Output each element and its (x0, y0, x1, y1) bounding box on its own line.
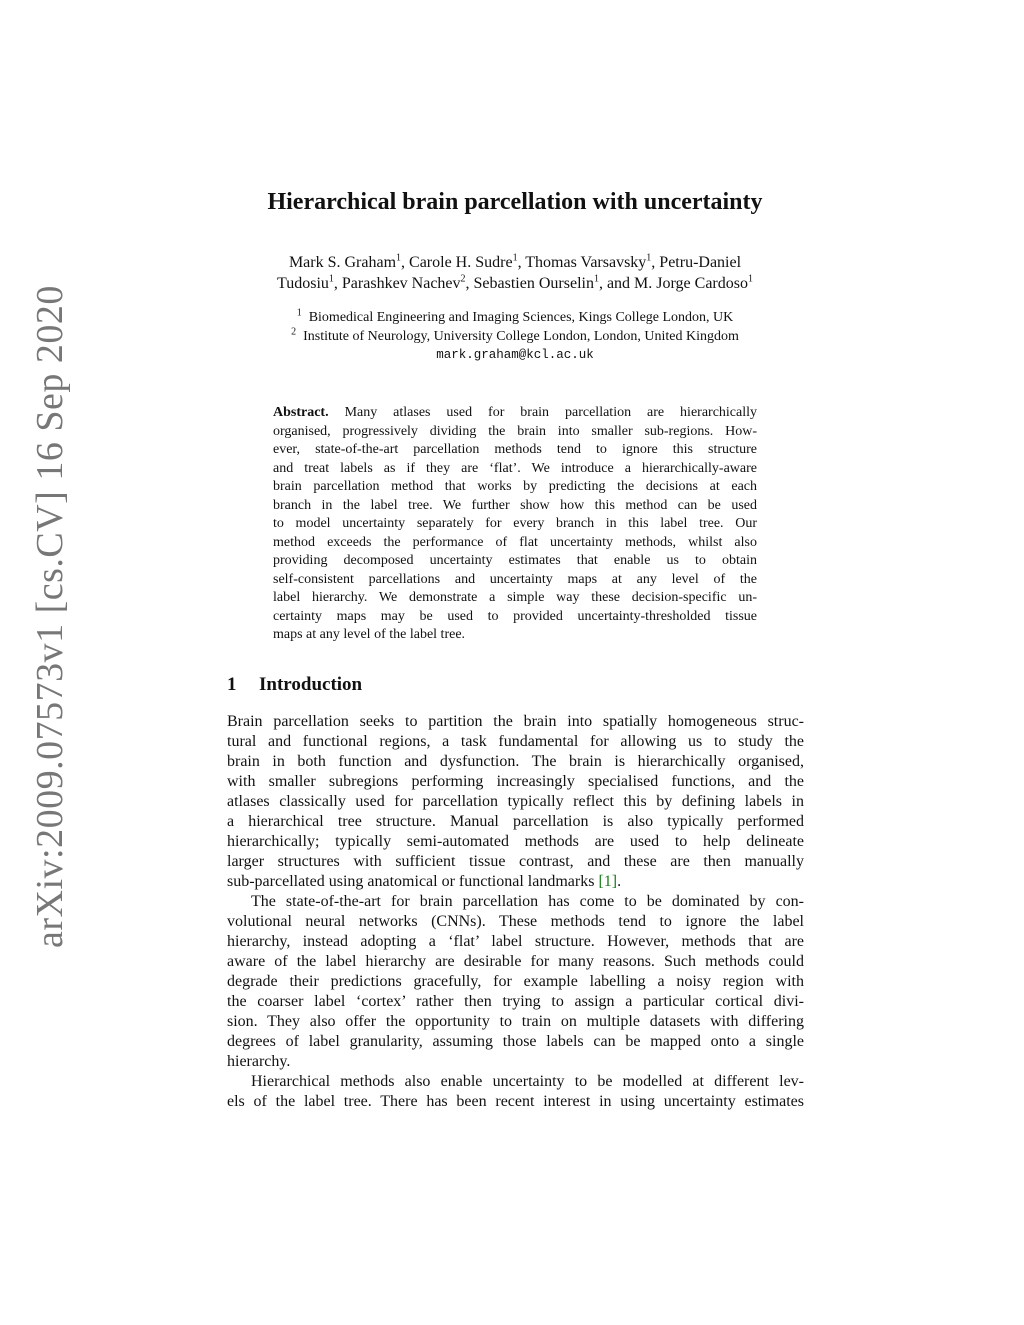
intro-paragraph-1 (227, 712, 804, 892)
affiliation-marker: 1 (296, 307, 302, 319)
abstract-line: organised, progressively dividing the brain into smaller sub-regions. How- (273, 423, 757, 439)
author-name: Tudosiu (277, 275, 329, 292)
affiliation-marker: 2 (460, 273, 466, 285)
paragraph-line: Hierarchical methods also enable uncertainty to be modelled at different lev- (251, 1073, 804, 1090)
abstract (273, 404, 757, 645)
paragraph-line: aware of the label hierarchy are desirable for many reasons. Such methods could (227, 953, 804, 970)
paragraph-line: els of the label tree. There has been recent interest in using uncertainty estimates (227, 1093, 804, 1110)
citation-link[interactable]: [1] (598, 873, 618, 890)
affiliation-2 (200, 327, 830, 346)
affiliation-marker: 1 (593, 273, 599, 285)
paragraph-line: degrees of label granularity, assuming those labels can be mapped onto a single (227, 1033, 804, 1050)
author-email: mark.graham@kcl.ac.uk (436, 348, 594, 362)
paragraph-line: Brain parcellation seeks to partition the brain into spatially homogeneous struc- (227, 713, 804, 730)
author-name: Mark S. Graham (288, 254, 397, 271)
paragraph-line: sion. They also offer the opportunity to train on multiple datasets with differing (227, 1013, 804, 1030)
abstract-line: providing decomposed uncertainty estimates that enable us to obtain (273, 553, 757, 568)
author-name: , Parashkev Nachev (333, 275, 461, 292)
affiliation-marker: 1 (396, 252, 402, 264)
abstract-line: certainty maps may be used to provided uncertainty-thresholded tissue (273, 608, 757, 624)
affiliation-marker: 1 (747, 273, 753, 285)
abstract-line: brain parcellation method that works by predicting the decisions at each (273, 479, 757, 494)
paragraph-line: hierarchy. (227, 1053, 291, 1070)
arxiv-identifier-stamp: arXiv:2009.07573v1 [cs.CV] 16 Sep 2020 (29, 285, 71, 948)
author-name: , Thomas Varsavsky (517, 254, 647, 271)
intro-paragraph-2 (227, 892, 804, 1072)
abstract-line: method exceeds the performance of flat uncertainty methods, whilst also (273, 534, 757, 550)
abstract-line: to model uncertainty separately for every branch in this label tree. Our (273, 516, 757, 531)
paragraph-line: brain in both function and dysfunction. The brain is hierarchically organised, (227, 753, 804, 770)
section-number: 1 (227, 674, 237, 695)
abstract-line (273, 404, 757, 423)
paragraph-line: hierarchically; typically semi-automated methods are used to help delineate (227, 833, 804, 850)
affiliation-text: Institute of Neurology, University College London, London, United Kingdom (303, 329, 739, 344)
paragraph-line (227, 872, 804, 892)
affiliations (200, 308, 830, 365)
affiliation-text: Biomedical Engineering and Imaging Sciences, Kings College London, UK (308, 310, 734, 325)
abstract-label: Abstract. (273, 405, 329, 420)
paragraph-text: . (617, 873, 622, 890)
author-line-1 (200, 252, 830, 273)
author-name: , Petru-Daniel (651, 254, 742, 271)
paragraph-line: the coarser label ‘cortex’ rather then trying to assign a particular cortical divi- (227, 993, 804, 1010)
abstract-line: and treat labels as if they are ‘flat’. We introduce a hierarchically-aware (273, 460, 757, 476)
author-name: , Sebastien Ourselin (465, 275, 594, 292)
affiliation-marker: 1 (646, 252, 652, 264)
author-name: , and M. Jorge Cardoso (598, 275, 748, 292)
affiliation-marker: 2 (291, 326, 297, 338)
paper-title: Hierarchical brain parcellation with uncertainty (267, 189, 763, 215)
paragraph-line: atlases classically used for parcellation typically reflect this by defining labels in (227, 793, 804, 810)
intro-paragraph-3 (227, 1072, 804, 1112)
abstract-text: Many atlases used for brain parcellation are hierarchically (344, 405, 758, 420)
section-title: Introduction (259, 674, 363, 695)
paragraph-line: degrade their predictions gracefully, for example labelling a noisy region with (227, 973, 804, 990)
affiliation-marker: 1 (512, 252, 518, 264)
paragraph-line: a hierarchical tree structure. Manual parcellation is also typically performed (227, 813, 804, 830)
abstract-line: branch in the label tree. We further show how this method can be used (273, 497, 757, 513)
abstract-line: ever, state-of-the-art parcellation methods tend to ignore this structure (273, 442, 757, 457)
author-list (200, 252, 830, 294)
paragraph-line: larger structures with sufficient tissue contrast, and these are then manually (227, 853, 804, 870)
paragraph-line: with smaller subregions performing increasingly specialised functions, and the (227, 773, 804, 790)
affiliation-1 (200, 308, 830, 327)
paragraph-line: The state-of-the-art for brain parcellation has come to be dominated by con- (251, 893, 804, 910)
paragraph-text: sub-parcellated using anatomical or functional landmarks (227, 873, 599, 890)
abstract-line: maps at any level of the label tree. (273, 627, 466, 642)
paragraph-line: hierarchy, instead adopting a ‘flat’ label structure. However, methods that are (227, 933, 804, 950)
author-name: , Carole H. Sudre (401, 254, 513, 271)
abstract-line: label hierarchy. We demonstrate a simple way these decision-specific un- (273, 590, 757, 605)
section-heading-introduction (227, 672, 362, 698)
paragraph-line: tural and functional regions, a task fundamental for allowing us to study the (227, 733, 804, 750)
affiliation-marker: 1 (328, 273, 334, 285)
paragraph-line: volutional neural networks (CNNs). These methods tend to ignore the label (227, 913, 804, 930)
author-line-2 (200, 273, 830, 294)
abstract-line: self-consistent parcellations and uncertainty maps at any level of the (273, 571, 757, 587)
